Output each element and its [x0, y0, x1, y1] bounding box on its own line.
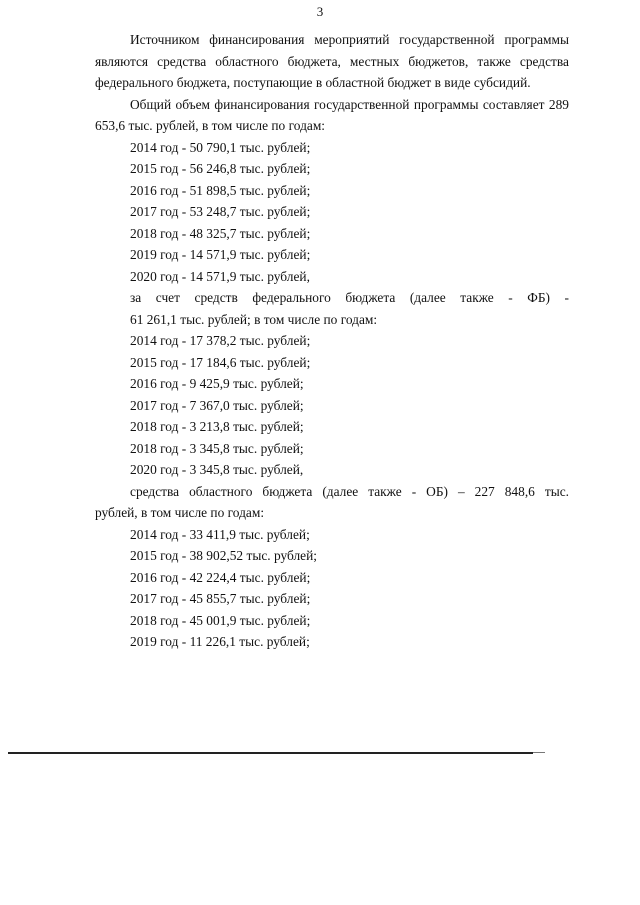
paragraph-funding-sources: Источником финансирования мероприятий государственной программы являются средства областного бюджета, местных бюджетов, также средства федерального бюджета, поступающие в областной бюджет в виде субсидий.	[95, 32, 569, 90]
list-item: 2017 год - 53 248,7 тыс. рублей;	[130, 204, 311, 219]
list-item: 2014 год - 50 790,1 тыс. рублей;	[130, 139, 311, 155]
list-item: 2018 год - 3 345,8 тыс. рублей;	[130, 440, 304, 456]
paragraph-federal-budget-line2: 61 261,1 тыс. рублей; в том числе по годам:	[130, 311, 378, 327]
page-number: 3	[316, 4, 324, 19]
list-item: 2015 год - 38 902,52 тыс. рублей;	[130, 548, 317, 563]
list-item: 2018 год - 48 325,7 тыс. рублей;	[130, 225, 311, 241]
document-body	[95, 29, 569, 653]
list-item: 2016 год - 9 425,9 тыс. рублей;	[130, 376, 304, 391]
list-item: 2017 год - 45 855,7 тыс. рублей;	[130, 591, 311, 606]
list-item: 2014 год - 17 378,2 тыс. рублей;	[130, 333, 311, 348]
list-item: 2016 год - 51 898,5 тыс. рублей;	[130, 182, 311, 198]
list-item: 2020 год - 14 571,9 тыс. рублей,	[130, 268, 310, 284]
paragraph-regional-budget-line2: рублей, в том числе по годам:	[95, 505, 265, 520]
federal-by-year-list	[95, 330, 569, 481]
list-item: 2020 год - 3 345,8 тыс. рублей,	[130, 462, 304, 477]
list-item: 2017 год - 7 367,0 тыс. рублей;	[130, 397, 304, 413]
list-item: 2018 год - 45 001,9 тыс. рублей;	[130, 612, 311, 628]
paragraph-federal-budget-line1: за счет средств федерального бюджета (далее также - ФБ) -	[130, 290, 569, 305]
footer-divider	[8, 752, 533, 754]
total-by-year-list	[95, 137, 569, 288]
regional-by-year-list	[95, 524, 569, 653]
list-item: 2014 год - 33 411,9 тыс. рублей;	[130, 526, 310, 542]
paragraph-regional-budget-line1: средства областного бюджета (далее также - ОБ) – 227 848,6 тыс.	[130, 483, 569, 499]
list-item: 2015 год - 17 184,6 тыс. рублей;	[130, 354, 311, 370]
list-item: 2018 год - 3 213,8 тыс. рублей;	[130, 419, 304, 434]
list-item: 2016 год - 42 224,4 тыс. рублей;	[130, 569, 311, 585]
list-item: 2019 год - 14 571,9 тыс. рублей;	[130, 247, 311, 262]
paragraph-total-funding: Общий объем финансирования государственной программы составляет 289 653,6 тыс. рублей, в том числе по годам:	[95, 96, 569, 133]
footer-divider-tail	[533, 752, 545, 753]
list-item: 2019 год - 11 226,1 тыс. рублей;	[130, 634, 310, 649]
list-item: 2015 год - 56 246,8 тыс. рублей;	[130, 161, 311, 176]
